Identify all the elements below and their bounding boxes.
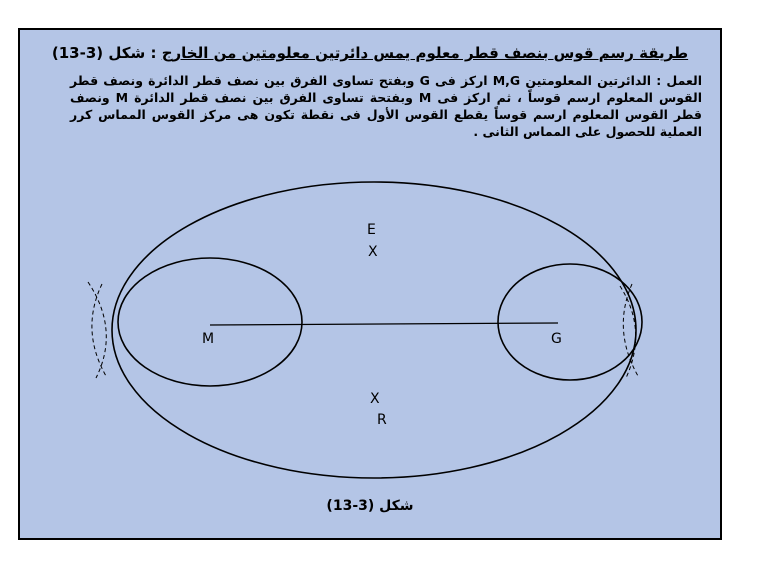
tangent-arc-diagram	[20, 30, 724, 542]
procedure-text: العمل : الدائرتين المعلومتين M,G اركز فى G وبفتح تساوى الفرق بين نصف قطر الدائرة ونصف قطر القوس المعلوم ارسم قوساً ، ثم اركز فى M وبفتحة تساوى الفرق بين نصف قطر الدائرة M ونصف قطر القوس المعلوم ارسم قوساً يقطع القوس الأول فى نقطة تكون هى مركز القوس المماس كرر العملية للحصول على المماس الثانى .	[70, 73, 703, 139]
label-g: G	[551, 331, 562, 347]
construction-arc-left-2	[92, 284, 106, 376]
label-x-bottom: X	[370, 391, 380, 407]
label-x-top: X	[368, 244, 378, 260]
title-figure-ref: : شكل (3-13)	[51, 44, 157, 62]
construction-arc-right-2	[620, 286, 636, 378]
figure-caption: شكل (3-13)	[326, 498, 414, 514]
slide-panel	[18, 28, 722, 540]
label-m: M	[202, 331, 215, 347]
title-main: طريقة رسم قوس بنصف قطر معلوم يمس دائرتين معلومتين من الخارج	[161, 44, 689, 62]
label-e: E	[367, 222, 376, 238]
center-line	[210, 323, 558, 325]
label-r: R	[377, 412, 387, 428]
circle-g	[498, 264, 642, 380]
circle-m	[118, 258, 302, 386]
construction-arc-left-1	[88, 282, 106, 378]
